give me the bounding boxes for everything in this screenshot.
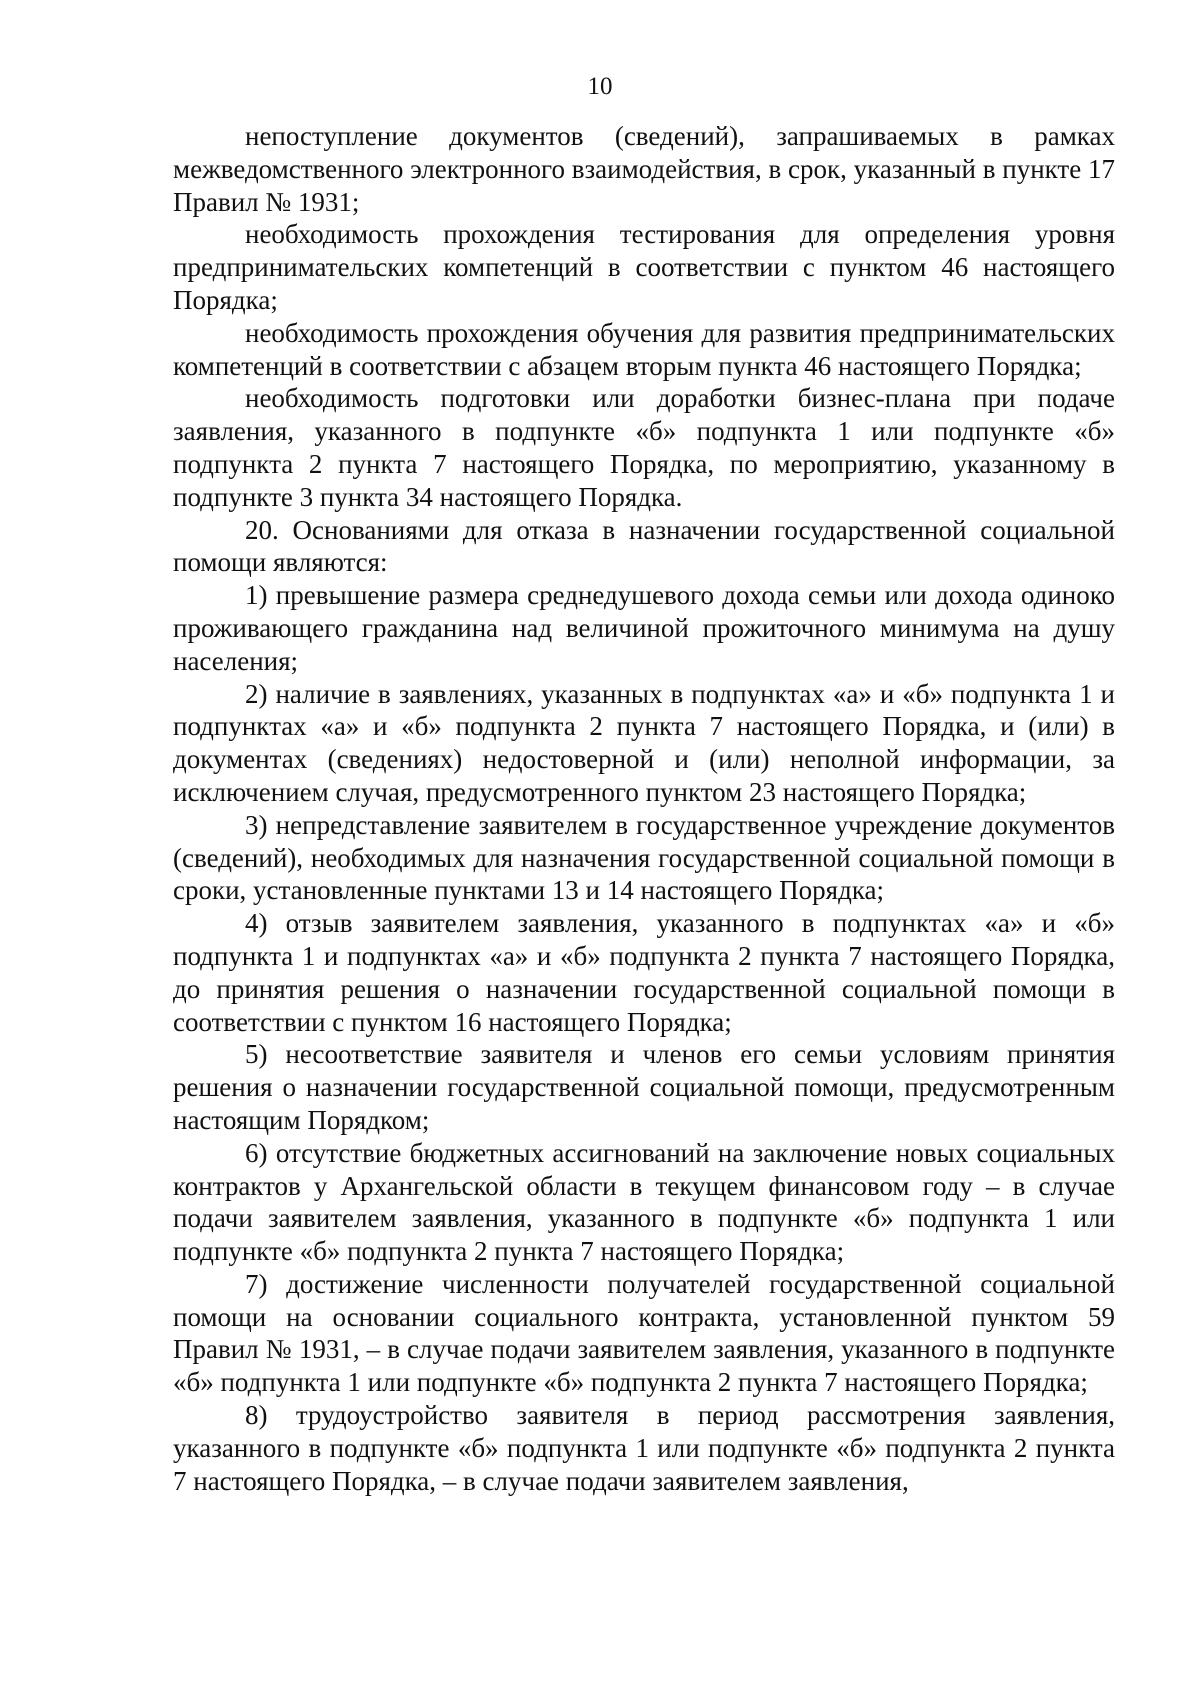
- list-item-4-application-withdrawal: 4) отзыв заявителем заявления, указанного в подпунктах «а» и «б» подпункта 1 и подпунктах «а» и «б» подпункта 2 пункта 7 настоящего Порядка, до принятия решения о назначении государственной социальной помощи в соответствии с пунктом 16 настоящего Порядка;: [173, 908, 1115, 1037]
- list-item-5-conditions-not-met: 5) несоответствие заявителя и членов его семьи условиям принятия решения о назначении государственной социальной помощи, предусмотренным настоящим Порядком;: [173, 1039, 1115, 1135]
- list-item-8-employment-during-review: 8) трудоустройство заявителя в период рассмотрения заявления, указанного в подпункте «б» подпункта 1 или подпункте «б» подпункта 2 пункта 7 настоящего Порядка, – в случае подачи заявителем заявления,: [173, 1400, 1115, 1496]
- paragraph-business-plan-requirement: необходимость подготовки или доработки бизнес-плана при подаче заявления, указанного в подпункте «б» подпункта 1 или подпункте «б» подпункта 2 пункта 7 настоящего Порядка, по мероприятию, указанному в подпункте 3 пункта 34 настоящего Порядка.: [173, 383, 1115, 512]
- list-item-3-documents-not-submitted: 3) непредставление заявителем в государственное учреждение документов (сведений), необходимых для назначения государственной социальной помощи в сроки, установленные пунктами 13 и 14 настоящего Порядка;: [173, 809, 1115, 906]
- page-number: 10: [587, 73, 613, 100]
- paragraph-non-receipt-of-documents: непоступление документов (сведений), запрашиваемых в рамках межведомственного электронного взаимодействия, в срок, указанный в пункте 17 Правил № 1931;: [173, 121, 1115, 217]
- document-body: [173, 120, 1115, 1497]
- list-item-2-inaccurate-information: 2) наличие в заявлениях, указанных в подпунктах «а» и «б» подпункта 1 и подпунктах «а» и «б» подпункта 2 пункта 7 настоящего Порядка, и (или) в документах (сведениях) недостоверной и (или) неполной информации, за исключением случая, предусмотренного пунктом 23 настоящего Порядка;: [173, 678, 1115, 807]
- paragraph-testing-requirement: необходимость прохождения тестирования для определения уровня предпринимательских компетенций в соответствии с пунктом 46 настоящего Порядка;: [173, 219, 1115, 315]
- list-item-6-no-budget-allocations: 6) отсутствие бюджетных ассигнований на заключение новых социальных контрактов у Архангельской области в текущем финансовом году – в случае подачи заявителем заявления, указанного в подпункте «б» подпункта 1 или подпункте «б» подпункта 2 пункта 7 настоящего Порядка;: [173, 1137, 1115, 1267]
- paragraph-clause-20-refusal-grounds: 20. Основаниями для отказа в назначении государственной социальной помощи являются:: [173, 514, 1115, 578]
- list-item-1-income-excess: 1) превышение размера среднедушевого дохода семьи или дохода одиноко проживающего гражданина над величиной прожиточного минимума на душу населения;: [173, 580, 1115, 676]
- paragraph-training-requirement: необходимость прохождения обучения для развития предпринимательских компетенций в соответствии с абзацем вторым пункта 46 настоящего Порядка;: [173, 317, 1115, 381]
- list-item-7-recipient-limit-reached: 7) достижение численности получателей государственной социальной помощи на основании социального контракта, установленной пунктом 59 Правил № 1931, – в случае подачи заявителем заявления, указанного в подпункте «б» подпункта 1 или подпункте «б» подпункта 2 пункта 7 настоящего Порядка;: [173, 1268, 1115, 1398]
